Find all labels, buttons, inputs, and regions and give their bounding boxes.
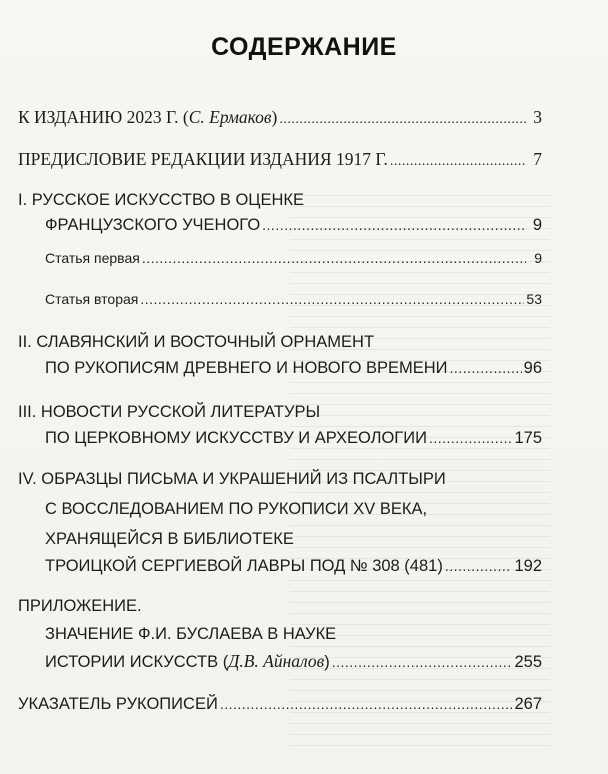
toc-entry-section-2[interactable] xyxy=(45,357,542,379)
toc-entry-author: С. Ермаков xyxy=(188,107,272,127)
dot-leader xyxy=(220,693,513,715)
toc-page-number: 7 xyxy=(533,149,542,169)
toc-page-number: 9 xyxy=(534,250,542,266)
toc-entry-section-4[interactable] xyxy=(45,555,542,577)
toc-entry-text: К ИЗДАНИЮ 2023 Г. ( xyxy=(18,107,189,127)
toc-page-number: 267 xyxy=(514,695,542,713)
toc-subentry-article-2[interactable] xyxy=(45,288,542,310)
toc-entry-text: УКАЗАТЕЛЬ РУКОПИСЕЙ xyxy=(18,695,218,713)
toc-entry-section-3[interactable] xyxy=(45,427,542,449)
toc-entry-text: Статья первая xyxy=(45,250,140,266)
toc-entry-text: ПРЕДИСЛОВИЕ РЕДАКЦИИ ИЗДАНИЯ 1917 Г. xyxy=(18,149,388,169)
toc-entry-section-4-line2[interactable]: С ВОССЛЕДОВАНИЕМ ПО РУКОПИСИ XV ВЕКА, xyxy=(45,500,428,518)
toc-entry-author: Д.В. Айналов xyxy=(228,651,325,671)
dot-leader xyxy=(445,555,513,577)
toc-page-number: 9 xyxy=(532,216,542,234)
toc-page-number: 96 xyxy=(523,359,542,377)
dot-leader xyxy=(429,427,513,449)
toc-entry-section-3-line1[interactable]: III. НОВОСТИ РУССКОЙ ЛИТЕРАТУРЫ xyxy=(18,403,321,421)
toc-entry-foreword-2023[interactable] xyxy=(18,106,542,131)
toc-entry-close-paren: ) xyxy=(271,107,278,127)
dot-leader xyxy=(332,651,513,673)
dot-leader xyxy=(450,357,522,379)
toc-entry-preface-1917[interactable] xyxy=(18,148,542,173)
dot-leader xyxy=(390,151,526,173)
toc-entry-text: Статья вторая xyxy=(45,291,139,307)
toc-page-number: 255 xyxy=(514,653,542,671)
toc-entry-appendix[interactable] xyxy=(45,650,542,673)
toc-page-number: 3 xyxy=(533,107,542,127)
dot-leader xyxy=(279,109,526,131)
dot-leader xyxy=(140,288,524,310)
toc-entry-section-1[interactable] xyxy=(45,214,542,236)
toc-entry-appendix-line1[interactable]: ЗНАЧЕНИЕ Ф.И. БУСЛАЕВА В НАУКЕ xyxy=(45,625,337,643)
toc-entry-text: ПО РУКОПИСЯМ ДРЕВНЕГО И НОВОГО ВРЕМЕНИ xyxy=(45,359,448,377)
toc-entry-section-1-line1[interactable]: I. РУССКОЕ ИСКУССТВО В ОЦЕНКЕ xyxy=(18,191,305,209)
toc-page-number: 192 xyxy=(514,557,542,575)
toc-entry-section-2-line1[interactable]: II. СЛАВЯНСКИЙ И ВОСТОЧНЫЙ ОРНАМЕНТ xyxy=(18,333,375,351)
toc-entry-section-4-line3[interactable]: ХРАНЯЩЕЙСЯ В БИБЛИОТЕКЕ xyxy=(45,530,294,548)
toc-entry-text: ТРОИЦКОЙ СЕРГИЕВОЙ ЛАВРЫ ПОД № 308 (481) xyxy=(45,557,443,575)
page-title: СОДЕРЖАНИЕ xyxy=(211,33,397,61)
toc-appendix-heading[interactable]: ПРИЛОЖЕНИЕ. xyxy=(18,597,142,615)
dot-leader xyxy=(142,247,526,269)
toc-entry-manuscript-index[interactable] xyxy=(18,693,542,715)
toc-page-number: 175 xyxy=(514,429,542,447)
toc-entry-text: ПО ЦЕРКОВНОМУ ИСКУССТВУ И АРХЕОЛОГИИ xyxy=(45,429,427,447)
dot-leader xyxy=(262,214,526,236)
toc-entry-text: ФРАНЦУЗСКОГО УЧЕНОГО xyxy=(45,216,261,234)
toc-subentry-article-1[interactable] xyxy=(45,247,542,269)
toc-entry-section-4-line1[interactable]: IV. ОБРАЗЦЫ ПИСЬМА И УКРАШЕНИЙ ИЗ ПСАЛТЫРИ xyxy=(18,470,446,488)
toc-entry-text: ИСТОРИИ ИСКУССТВ ( xyxy=(45,653,229,671)
toc-page-number: 53 xyxy=(526,291,542,307)
toc-entry-close-paren: ) xyxy=(324,653,330,671)
